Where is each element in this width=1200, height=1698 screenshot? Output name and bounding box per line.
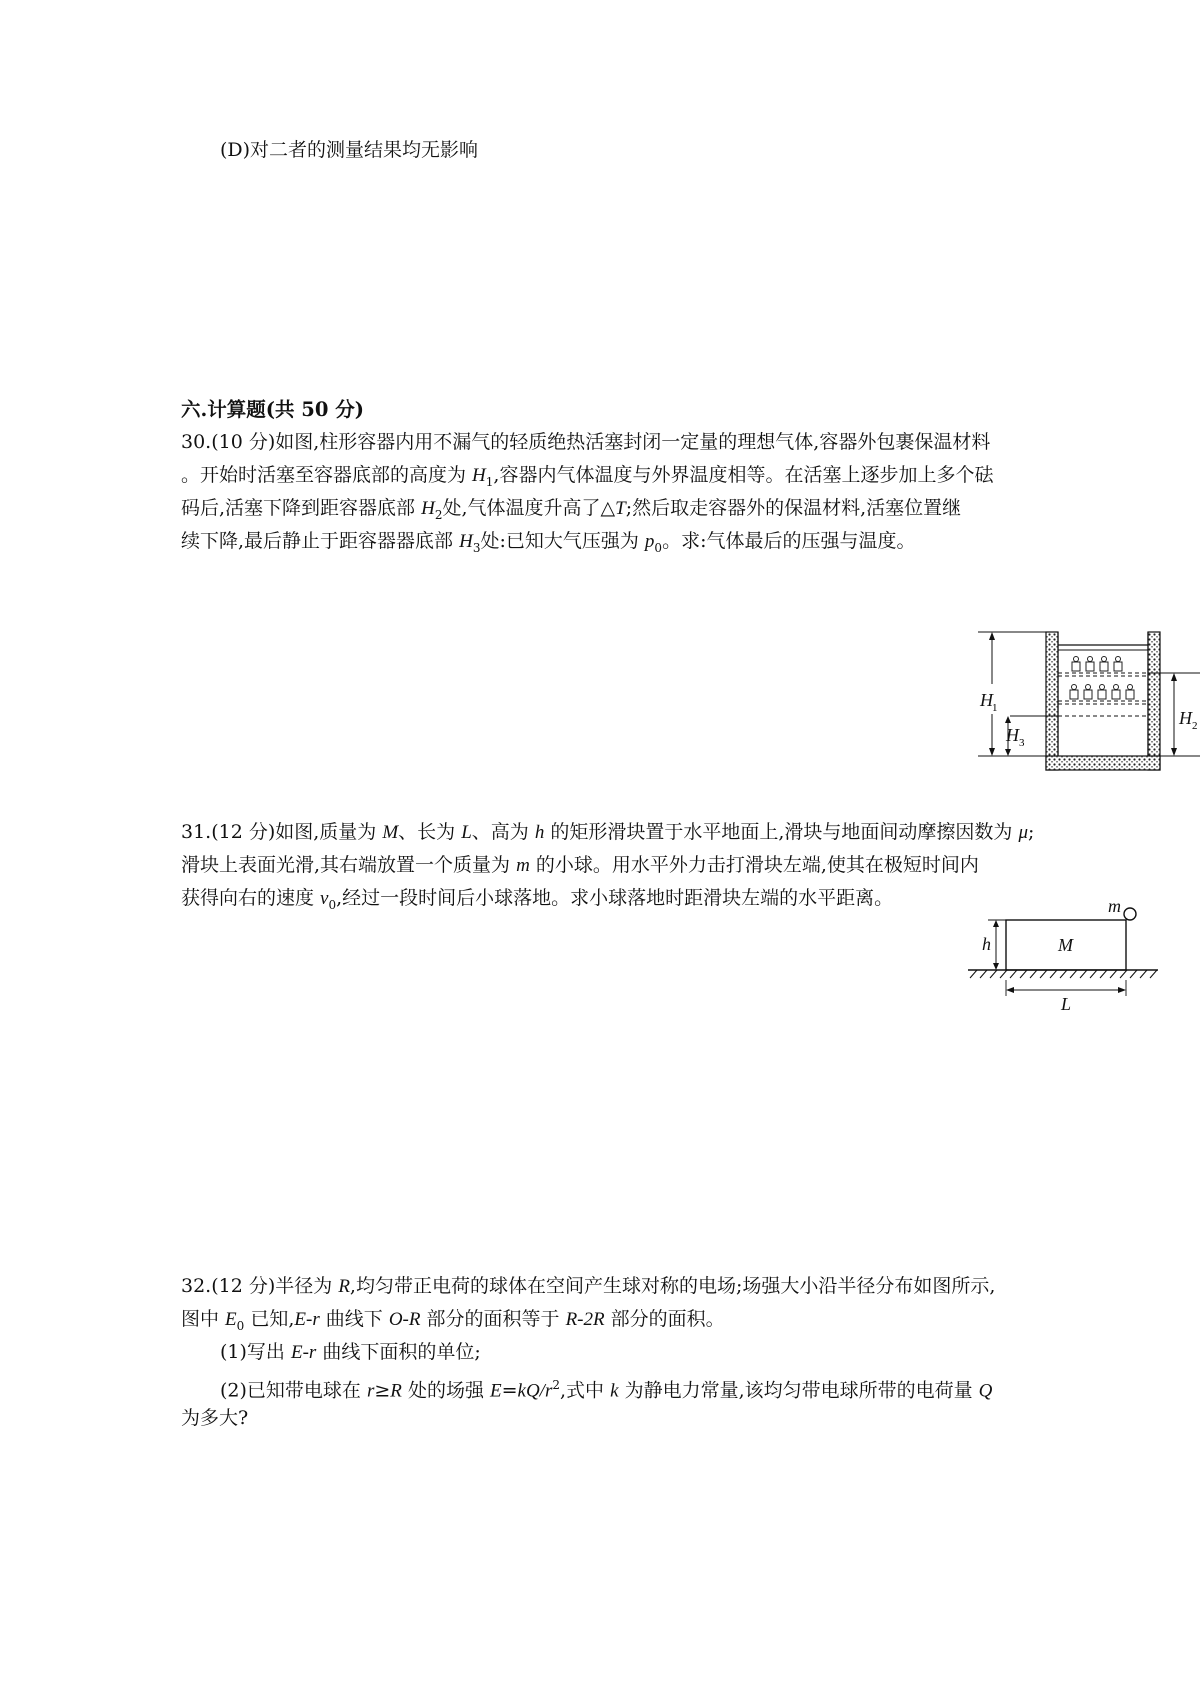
figure-container-piston — [978, 628, 1200, 784]
label-H2: H — [1179, 708, 1192, 728]
bottom-wall — [1046, 756, 1160, 770]
q30-line-4: 续下降,最后静止于距容器器底部 $H_3$处:已知大气压强为 $p_0$。求:气体最后的压强与温度。 — [181, 530, 916, 555]
q31-line-3: 获得向右的速度 $v_0$,经过一段时间后小球落地。求小球落地时距滑块左端的水平距离。 — [181, 887, 894, 912]
q30-line-1: 30.(10 分)如图,柱形容器内用不漏气的轻质绝热活塞封闭一定量的理想气体,容器外包裹保温材料 — [181, 431, 991, 453]
label-H1: H — [980, 690, 993, 710]
label-L: L — [1061, 994, 1072, 1014]
ball — [1124, 908, 1136, 920]
q30-line-3: 码后,活塞下降到距容器底部 $H_2$处,气体温度升高了△T;然后取走容器外的保温材料,活塞位置继 — [181, 497, 962, 522]
label-h: h — [982, 934, 991, 954]
q31-line-1: 31.(12 分)如图,质量为 M、长为 L、高为 h 的矩形滑块置于水平地面上,滑块与地面间动摩擦因数为 μ; — [181, 821, 1035, 843]
weights-row-2 — [1070, 685, 1134, 700]
label-m: m — [1108, 896, 1121, 916]
weights-row-1 — [1072, 657, 1122, 672]
q30-line-2: 。开始时活塞至容器底部的高度为 $H_1$,容器内气体温度与外界温度相等。在活塞上逐步加上多个砝 — [181, 464, 994, 489]
svg-text:3: 3 — [1019, 737, 1025, 749]
section-heading: 六.计算题(共 50 分) — [181, 398, 364, 421]
q32-part-1: (1)写出 E-r 曲线下面积的单位; — [220, 1341, 481, 1363]
label-M: M — [1058, 935, 1073, 955]
left-wall — [1046, 632, 1058, 770]
label-H3: H — [1006, 725, 1019, 745]
svg-text:1: 1 — [992, 702, 998, 714]
q32-part-2: (2)已知带电球在 r≥R 处的场强 $E=kQ/r^2$,式中 k 为静电力常量,该均匀带电球所带的电荷量 Q — [220, 1378, 993, 1402]
svg-text:2: 2 — [1192, 720, 1198, 732]
q32-line-1: 32.(12 分)半径为 R,均匀带正电荷的球体在空间产生球对称的电场;场强大小沿半径分布如图所示, — [181, 1275, 996, 1297]
q32-line-2: 图中 $E_0$ 已知,E-r 曲线下 O-R 部分的面积等于 R-2R 部分的面积。 — [181, 1308, 725, 1333]
option-d: (D)对二者的测量结果均无影响 — [220, 139, 479, 161]
figure-block-ball — [958, 892, 1158, 1014]
q32-line-5: 为多大? — [181, 1407, 249, 1429]
q31-line-2: 滑块上表面光滑,其右端放置一个质量为 m 的小球。用水平外力击打滑块左端,使其在极短时间内 — [181, 854, 979, 876]
right-wall — [1148, 632, 1160, 770]
